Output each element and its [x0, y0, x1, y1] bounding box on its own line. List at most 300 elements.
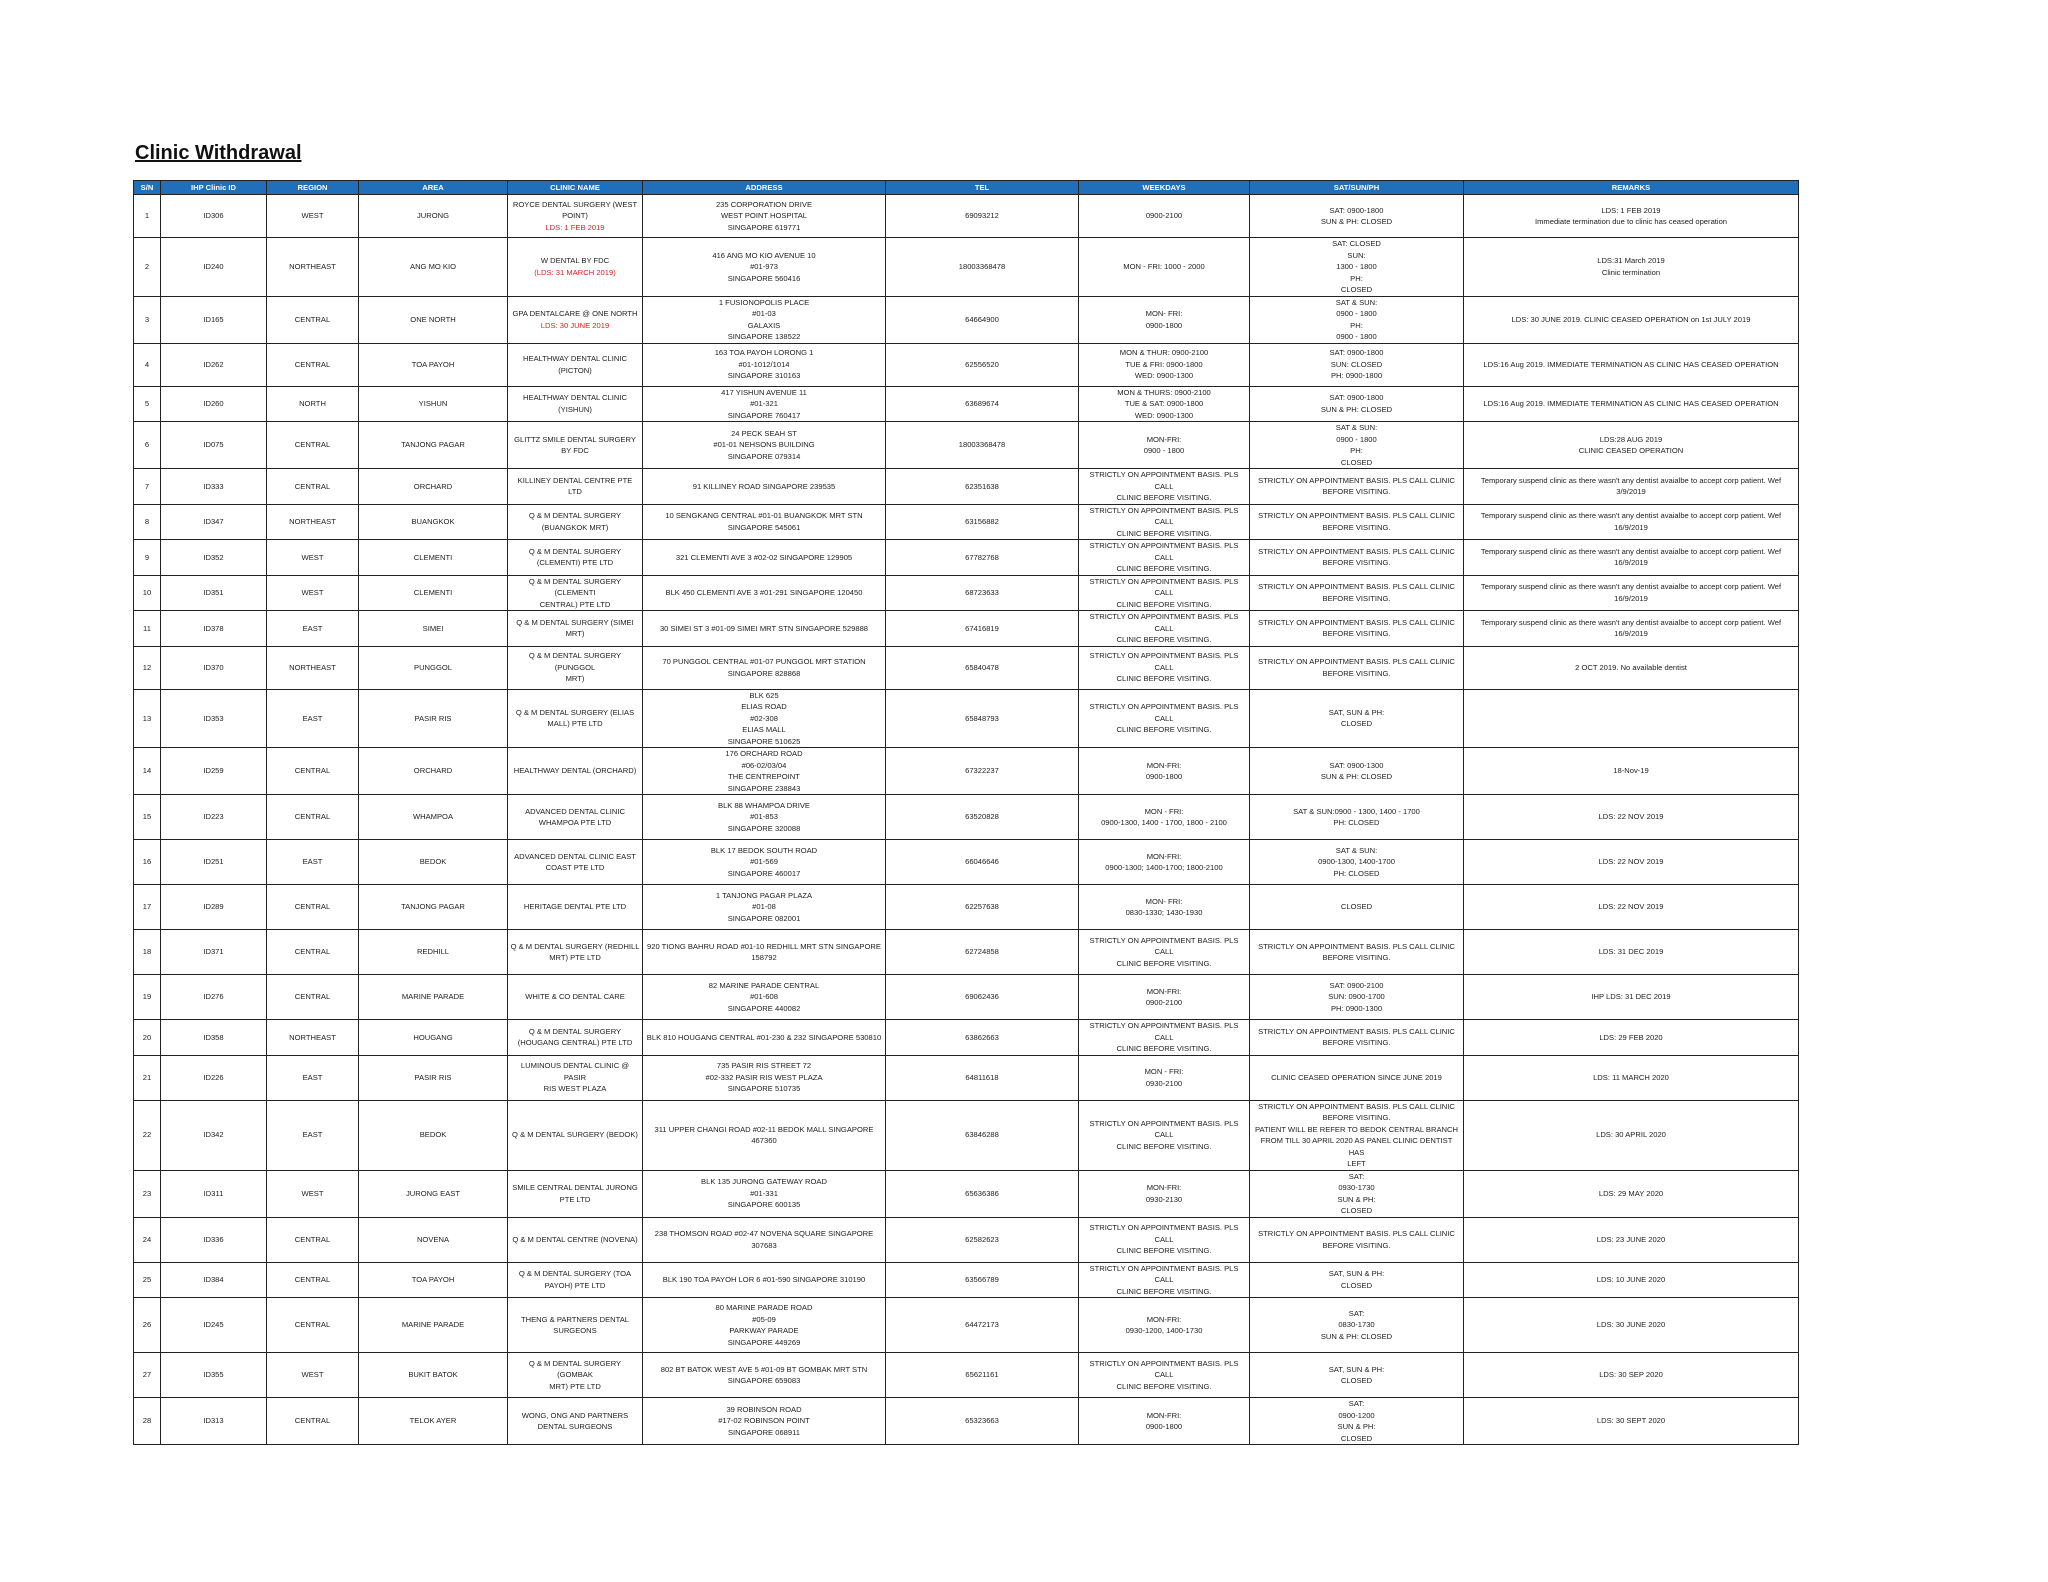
cell-tel-text: 64472173: [965, 1320, 999, 1330]
cell-weekend-text: CLINIC CEASED OPERATION SINCE JUNE 2019: [1271, 1072, 1442, 1082]
column-header: TEL: [886, 181, 1079, 195]
cell-address-text: 24 PECK SEAH ST #01-01 NEHSONS BUILDING SINGAPORE 079314: [713, 428, 815, 461]
cell-clinic-name-text: WHITE & CO DENTAL CARE: [525, 992, 625, 1002]
cell-remarks: [1464, 689, 1799, 748]
cell-remarks-text: LDS: 31 DEC 2019: [1598, 947, 1664, 957]
cell-sn-text: 11: [143, 623, 151, 633]
cell-address-text: BLK 17 BEDOK SOUTH ROAD #01-569 SINGAPORE 460017: [710, 845, 818, 878]
cell-sn: [134, 343, 161, 386]
cell-area: [359, 1353, 508, 1398]
cell-weekdays: [1079, 1055, 1250, 1100]
cell-tel-text: 68723633: [965, 588, 999, 597]
cell-sn-text: 2: [144, 262, 150, 271]
cell-region-text: CENTRAL: [294, 992, 331, 1002]
cell-weekdays-text: STRICTLY ON APPOINTMENT BASIS. PLS CALL CLINIC BEFORE VISITING.: [1089, 612, 1239, 644]
cell-address: [643, 238, 886, 297]
clinic-withdrawal-table: [133, 180, 1799, 1445]
cell-sn: [134, 575, 161, 611]
cell-sn: [134, 238, 161, 297]
cell-area: [359, 840, 508, 885]
cell-weekdays: [1079, 840, 1250, 885]
cell-area: [359, 885, 508, 930]
cell-area: [359, 296, 508, 343]
cell-tel-text: 62582623: [965, 1234, 999, 1244]
cell-weekdays-text: STRICTLY ON APPOINTMENT BASIS. PLS CALL CLINIC BEFORE VISITING.: [1089, 541, 1239, 573]
cell-sn-text: 1: [144, 211, 150, 221]
cell-area-text: REDHILL: [416, 947, 450, 957]
cell-tel-text: 67416819: [965, 623, 999, 633]
cell-address-text: 321 CLEMENTI AVE 3 #02-02 SINGAPORE 129905: [675, 552, 853, 562]
cell-address-text: 30 SIMEI ST 3 #01-09 SIMEI MRT STN SINGAPORE 529888: [659, 623, 869, 633]
cell-clinic-name-text: KILLINEY DENTAL CENTRE PTE LTD: [517, 475, 633, 497]
cell-remarks: [1464, 504, 1799, 540]
cell-area: [359, 748, 508, 795]
cell-sn-text: 24: [142, 1234, 152, 1244]
cell-clinic-name-text: HEALTHWAY DENTAL CLINIC (PICTON): [523, 354, 627, 375]
cell-tel-text: 69062436: [965, 992, 999, 1002]
cell-clinic-id: [161, 575, 267, 611]
cell-weekend-text: SAT: 0900-2100 SUN: 0900-1700 PH: 0900-1300: [1328, 980, 1385, 1013]
cell-tel-text: 62351638: [965, 481, 999, 491]
cell-remarks: [1464, 748, 1799, 795]
cell-remarks: [1464, 1353, 1799, 1398]
cell-remarks-text: LDS: 30 JUNE 2019. CLINIC CEASED OPERATION on 1st JULY 2019: [1511, 314, 1751, 324]
cell-weekdays-text: 0900-2100: [1145, 211, 1183, 221]
cell-weekdays-text: STRICTLY ON APPOINTMENT BASIS. PLS CALL CLINIC BEFORE VISITING.: [1089, 470, 1239, 502]
cell-weekend-text: SAT & SUN: 0900 - 1800 PH: CLOSED: [1335, 423, 1378, 467]
cell-sn: [134, 748, 161, 795]
cell-clinic-name: [508, 238, 643, 297]
cell-weekend: [1250, 1398, 1464, 1445]
cell-address-text: 1 FUSIONOPOLIS PLACE #01-03 GALAXIS SINGAPORE 138522: [718, 297, 810, 341]
cell-sn-text: 25: [142, 1275, 152, 1284]
cell-remarks-text: 2 OCT 2019. No available dentist: [1575, 662, 1687, 672]
cell-address-text: 920 TIONG BAHRU ROAD #01-10 REDHILL MRT STN SINGAPORE 158792: [647, 941, 881, 962]
cell-clinic-id: [161, 422, 267, 469]
cell-clinic-name: [508, 885, 643, 930]
column-header: SAT/SUN/PH: [1250, 181, 1464, 195]
cell-tel-text: 67322237: [965, 766, 999, 776]
cell-weekend: [1250, 238, 1464, 297]
cell-clinic-id-text: ID226: [203, 1072, 224, 1082]
table-row: [134, 504, 1799, 540]
cell-sn: [134, 885, 161, 930]
cell-tel-text: 62556520: [965, 359, 999, 369]
cell-tel-text: 18003368478: [958, 440, 1006, 450]
cell-clinic-name: [508, 611, 643, 647]
cell-weekend-text: SAT: 0900-1800 SUN & PH: CLOSED: [1320, 393, 1393, 414]
cell-tel: [886, 469, 1079, 505]
cell-clinic-id: [161, 840, 267, 885]
cell-sn: [134, 469, 161, 505]
cell-region-text: EAST: [302, 1072, 323, 1082]
cell-weekdays: [1079, 748, 1250, 795]
cell-address: [643, 575, 886, 611]
cell-clinic-id: [161, 1020, 267, 1056]
cell-sn: [134, 1170, 161, 1217]
cell-sn-text: 26: [142, 1320, 152, 1330]
cell-address-text: 70 PUNGGOL CENTRAL #01-07 PUNGGOL MRT STATION SINGAPORE 828868: [662, 657, 866, 678]
cell-clinic-id-text: ID352: [203, 552, 224, 562]
cell-weekend-text: SAT, SUN & PH: CLOSED: [1328, 1364, 1385, 1385]
cell-clinic-id-text: ID289: [203, 902, 224, 912]
cell-area-text: TOA PAYOH: [411, 1275, 455, 1284]
cell-region: [267, 540, 359, 576]
cell-clinic-id-text: ID384: [203, 1275, 224, 1284]
cell-clinic-name: [508, 1298, 643, 1353]
table-row: [134, 195, 1799, 238]
cell-region-text: WEST: [301, 211, 324, 221]
cell-tel: [886, 885, 1079, 930]
cell-clinic-id: [161, 1100, 267, 1170]
cell-clinic-id: [161, 386, 267, 422]
cell-address: [643, 1298, 886, 1353]
cell-area: [359, 540, 508, 576]
cell-weekdays: [1079, 885, 1250, 930]
cell-region-text: CENTRAL: [294, 481, 331, 491]
cell-sn-text: 8: [144, 517, 150, 526]
cell-remarks-text: Temporary suspend clinic as there wasn't any dentist avaialbe to accept corp patient. Wef 16/9/2019: [1480, 511, 1782, 532]
cell-area: [359, 504, 508, 540]
cell-tel-text: 64664900: [965, 314, 999, 324]
cell-area-text: PUNGGOL: [414, 662, 452, 672]
cell-sn-text: 6: [144, 440, 150, 450]
cell-region-text: CENTRAL: [294, 1275, 331, 1284]
cell-weekdays-text: STRICTLY ON APPOINTMENT BASIS. PLS CALL CLINIC BEFORE VISITING.: [1089, 1358, 1239, 1391]
cell-weekdays: [1079, 1170, 1250, 1217]
cell-region: [267, 1217, 359, 1262]
cell-remarks-text: IHP LDS: 31 DEC 2019: [1591, 992, 1671, 1002]
cell-remarks: [1464, 840, 1799, 885]
cell-area-text: TANJONG PAGAR: [401, 440, 465, 450]
cell-weekend-text: SAT: 0900-1800 SUN: CLOSED PH: 0900-1800: [1329, 348, 1384, 381]
cell-weekdays-text: MON-FRI: 0900-2100: [1145, 986, 1183, 1007]
cell-remarks: [1464, 1298, 1799, 1353]
cell-weekend-text: STRICTLY ON APPOINTMENT BASIS. PLS CALL CLINIC BEFORE VISITING.: [1258, 1026, 1455, 1048]
cell-sn-text: 4: [144, 359, 150, 369]
cell-weekend: [1250, 575, 1464, 611]
cell-area: [359, 1170, 508, 1217]
cell-weekend-text: SAT: 0900-1200 SUN & PH: CLOSED: [1337, 1399, 1376, 1443]
cell-area-text: CLEMENTI: [413, 552, 453, 562]
cell-clinic-name-text: GPA DENTALCARE @ ONE NORTH: [512, 309, 638, 318]
cell-sn-text: 17: [142, 902, 152, 912]
cell-tel: [886, 1100, 1079, 1170]
cell-region-text: CENTRAL: [294, 947, 331, 957]
cell-clinic-id: [161, 469, 267, 505]
table-row: [134, 343, 1799, 386]
cell-region-text: CENTRAL: [294, 314, 331, 324]
cell-remarks-text: LDS: 22 NOV 2019: [1598, 857, 1664, 867]
cell-clinic-id-text: ID370: [203, 662, 224, 672]
cell-area: [359, 1298, 508, 1353]
cell-address-text: 163 TOA PAYOH LORONG 1 #01-1012/1014 SINGAPORE 310163: [714, 348, 814, 381]
cell-remarks: [1464, 975, 1799, 1020]
cell-sn: [134, 1353, 161, 1398]
cell-region-text: WEST: [301, 1370, 324, 1380]
cell-area: [359, 975, 508, 1020]
cell-area: [359, 343, 508, 386]
cell-region: [267, 1020, 359, 1056]
cell-clinic-name: [508, 1170, 643, 1217]
cell-region-text: EAST: [302, 857, 323, 867]
cell-weekdays: [1079, 386, 1250, 422]
cell-remarks-text: LDS: 30 SEP 2020: [1599, 1370, 1663, 1380]
cell-region: [267, 504, 359, 540]
cell-tel-text: 63520828: [965, 812, 999, 822]
cell-remarks: [1464, 1217, 1799, 1262]
cell-clinic-name-text: WONG, ONG AND PARTNERS DENTAL SURGEONS: [521, 1410, 629, 1431]
cell-clinic-name-text: HEALTHWAY DENTAL CLINIC (YISHUN): [523, 393, 627, 414]
cell-clinic-id-text: ID358: [203, 1032, 224, 1042]
cell-remarks-text: LDS: 29 MAY 2020: [1598, 1188, 1664, 1198]
cell-area-text: HOUGANG: [413, 1032, 453, 1042]
cell-address-text: 39 ROBINSON ROAD #17-02 ROBINSON POINT SINGAPORE 068911: [718, 1404, 810, 1437]
cell-tel: [886, 611, 1079, 647]
cell-address-text: 416 ANG MO KIO AVENUE 10 #01-973 SINGAPORE 560416: [712, 250, 816, 283]
cell-address-text: 10 SENGKANG CENTRAL #01-01 BUANGKOK MRT STN SINGAPORE 545061: [665, 511, 863, 532]
cell-remarks-text: LDS: 23 JUNE 2020: [1596, 1234, 1666, 1244]
cell-area: [359, 1217, 508, 1262]
cell-weekdays: [1079, 689, 1250, 748]
cell-area: [359, 689, 508, 748]
column-header: IHP Clinic ID: [161, 181, 267, 195]
cell-remarks-text: LDS:16 Aug 2019. IMMEDIATE TERMINATION AS CLINIC HAS CEASED OPERATION: [1483, 359, 1779, 369]
cell-area-text: ONE NORTH: [410, 314, 456, 324]
cell-clinic-id: [161, 689, 267, 748]
table-row: [134, 748, 1799, 795]
table-row: [134, 840, 1799, 885]
cell-region-text: CENTRAL: [294, 812, 331, 822]
cell-clinic-name: [508, 1020, 643, 1056]
cell-address: [643, 611, 886, 647]
cell-sn: [134, 296, 161, 343]
cell-address: [643, 1055, 886, 1100]
cell-remarks: [1464, 469, 1799, 505]
cell-clinic-name-text: Q & M DENTAL SURGERY (SIMEI MRT): [516, 617, 634, 639]
cell-tel: [886, 840, 1079, 885]
cell-address: [643, 422, 886, 469]
cell-clinic-id-text: ID262: [203, 359, 224, 369]
cell-remarks-text: Temporary suspend clinic as there wasn't any dentist avaialbe to accept corp patient. Wef 16/9/2019: [1480, 582, 1782, 603]
cell-tel-text: 18003368478: [958, 262, 1006, 271]
cell-tel: [886, 540, 1079, 576]
cell-sn-text: 12: [142, 662, 152, 672]
cell-clinic-id-text: ID311: [203, 1188, 224, 1198]
cell-remarks: [1464, 540, 1799, 576]
cell-region-text: NORTHEAST: [289, 1032, 336, 1042]
cell-weekdays: [1079, 646, 1250, 689]
cell-region: [267, 885, 359, 930]
cell-clinic-id-text: ID355: [203, 1370, 224, 1380]
cell-area-text: MARINE PARADE: [401, 1320, 465, 1330]
cell-address: [643, 469, 886, 505]
cell-sn-text: 27: [142, 1370, 152, 1380]
cell-tel: [886, 1217, 1079, 1262]
cell-region: [267, 1262, 359, 1298]
cell-weekend: [1250, 646, 1464, 689]
cell-weekend: [1250, 422, 1464, 469]
cell-sn: [134, 1398, 161, 1445]
cell-clinic-id-text: ID165: [203, 314, 224, 324]
cell-area-text: JURONG: [416, 211, 450, 221]
cell-area: [359, 1262, 508, 1298]
cell-weekdays-text: MON - FRI: 1000 - 2000: [1123, 262, 1205, 271]
cell-region: [267, 1398, 359, 1445]
cell-clinic-name-text: ADVANCED DENTAL CLINIC EAST COAST PTE LTD: [514, 851, 636, 872]
cell-address: [643, 195, 886, 238]
table-row: [134, 1298, 1799, 1353]
cell-region: [267, 840, 359, 885]
cell-address-text: BLK 810 HOUGANG CENTRAL #01-230 & 232 SINGAPORE 530810: [646, 1032, 882, 1042]
cell-clinic-id: [161, 343, 267, 386]
cell-weekend: [1250, 930, 1464, 975]
cell-sn-text: 16: [142, 857, 152, 867]
column-header: S/N: [134, 181, 161, 195]
cell-remarks-text: LDS: 30 APRIL 2020: [1596, 1130, 1666, 1140]
cell-sn: [134, 795, 161, 840]
cell-region-text: CENTRAL: [294, 359, 331, 369]
cell-clinic-id: [161, 504, 267, 540]
cell-region: [267, 1353, 359, 1398]
cell-clinic-name-text: SMILE CENTRAL DENTAL JURONG PTE LTD: [512, 1183, 638, 1204]
cell-area: [359, 1100, 508, 1170]
cell-clinic-id-text: ID251: [203, 857, 224, 867]
cell-remarks: [1464, 1055, 1799, 1100]
cell-address-text: 802 BT BATOK WEST AVE 5 #01-09 BT GOMBAK MRT STN SINGAPORE 659083: [660, 1364, 868, 1385]
cell-clinic-name: [508, 795, 643, 840]
cell-region-text: CENTRAL: [294, 1320, 331, 1330]
cell-address: [643, 1217, 886, 1262]
cell-remarks-text: LDS: 22 NOV 2019: [1598, 812, 1664, 822]
cell-clinic-id: [161, 1353, 267, 1398]
cell-clinic-name: [508, 1055, 643, 1100]
cell-remarks-text: Temporary suspend clinic as there wasn't any dentist avaialbe to accept corp patient. Wef 3/9/2019: [1480, 475, 1782, 497]
cell-region-text: CENTRAL: [294, 1234, 331, 1244]
cell-region: [267, 975, 359, 1020]
table-row: [134, 540, 1799, 576]
column-header: REGION: [267, 181, 359, 195]
cell-remarks: [1464, 885, 1799, 930]
cell-weekend: [1250, 1170, 1464, 1217]
cell-remarks: [1464, 1262, 1799, 1298]
cell-remarks: [1464, 1170, 1799, 1217]
cell-address-text: BLK 88 WHAMPOA DRIVE #01-853 SINGAPORE 320088: [718, 800, 810, 833]
cell-remarks: [1464, 575, 1799, 611]
cell-clinic-id: [161, 611, 267, 647]
cell-sn: [134, 1298, 161, 1353]
cell-area: [359, 238, 508, 297]
table-row: [134, 689, 1799, 748]
cell-weekend-text: CLOSED: [1340, 902, 1373, 912]
table-row: [134, 575, 1799, 611]
cell-region-text: CENTRAL: [294, 902, 331, 912]
cell-remarks-text: LDS:31 March 2019 Clinic termination: [1597, 256, 1665, 277]
cell-area-text: WHAMPOA: [412, 812, 454, 822]
cell-clinic-name-text: Q & M DENTAL SURGERY (ELIAS MALL) PTE LTD: [515, 707, 635, 729]
cell-area: [359, 795, 508, 840]
cell-clinic-id: [161, 296, 267, 343]
cell-sn-text: 13: [142, 713, 152, 723]
cell-region-text: EAST: [302, 623, 323, 633]
cell-weekend: [1250, 540, 1464, 576]
cell-clinic-name: [508, 646, 643, 689]
table-row: [134, 422, 1799, 469]
cell-remarks: [1464, 1398, 1799, 1445]
cell-weekdays-text: STRICTLY ON APPOINTMENT BASIS. PLS CALL CLINIC BEFORE VISITING.: [1089, 702, 1239, 734]
cell-weekend-text: SAT, SUN & PH: CLOSED: [1328, 1269, 1385, 1290]
cell-weekdays-text: MON & THUR: 0900-2100 TUE & FRI: 0900-1800 WED: 0900-1300: [1119, 348, 1209, 381]
table-row: [134, 1353, 1799, 1398]
cell-remarks: [1464, 195, 1799, 238]
cell-tel-text: 66046646: [965, 857, 999, 867]
header-row: [134, 181, 1799, 195]
cell-area: [359, 195, 508, 238]
cell-sn: [134, 689, 161, 748]
cell-weekdays-text: MON-FRI: 0900-1800: [1145, 1410, 1183, 1431]
cell-clinic-name-text: GLITTZ SMILE DENTAL SURGERY BY FDC: [514, 434, 636, 455]
cell-tel: [886, 1055, 1079, 1100]
cell-sn-text: 19: [142, 992, 152, 1002]
cell-clinic-id: [161, 885, 267, 930]
cell-weekend-text: SAT: 0930-1730 SUN & PH: CLOSED: [1337, 1171, 1376, 1215]
cell-area: [359, 646, 508, 689]
cell-area: [359, 469, 508, 505]
cell-clinic-id-text: ID313: [203, 1416, 224, 1426]
cell-sn-text: 9: [144, 552, 150, 562]
cell-weekend-text: STRICTLY ON APPOINTMENT BASIS. PLS CALL CLINIC BEFORE VISITING.: [1258, 582, 1455, 603]
cell-area: [359, 930, 508, 975]
cell-clinic-name-text: LUMINOUS DENTAL CLINIC @ PASIR RIS WEST PLAZA: [520, 1061, 630, 1094]
cell-tel-text: 64811618: [965, 1072, 999, 1082]
cell-area-text: CLEMENTI: [413, 588, 453, 597]
cell-clinic-name: [508, 540, 643, 576]
cell-remarks-text: LDS:28 AUG 2019 CLINIC CEASED OPERATION: [1578, 434, 1684, 455]
column-header: WEEKDAYS: [1079, 181, 1250, 195]
cell-weekend: [1250, 748, 1464, 795]
cell-address: [643, 504, 886, 540]
cell-weekdays: [1079, 795, 1250, 840]
cell-area: [359, 611, 508, 647]
cell-clinic-name: [508, 840, 643, 885]
cell-weekend: [1250, 795, 1464, 840]
cell-weekdays-text: MON- FRI: 0900-1800: [1145, 309, 1183, 330]
cell-remarks-text: 18-Nov-19: [1613, 766, 1649, 776]
cell-remarks: [1464, 1020, 1799, 1056]
cell-remarks: [1464, 930, 1799, 975]
cell-clinic-name-text: Q & M DENTAL SURGERY (BEDOK): [512, 1130, 638, 1140]
cell-clinic-id-text: ID336: [203, 1234, 224, 1244]
cell-area-text: BUANGKOK: [411, 517, 455, 526]
cell-weekdays-text: STRICTLY ON APPOINTMENT BASIS. PLS CALL CLINIC BEFORE VISITING.: [1089, 1223, 1239, 1256]
cell-sn: [134, 840, 161, 885]
cell-weekdays: [1079, 1217, 1250, 1262]
cell-tel-text: 69093212: [965, 211, 999, 221]
cell-tel: [886, 1353, 1079, 1398]
cell-clinic-id: [161, 1217, 267, 1262]
cell-weekdays: [1079, 1298, 1250, 1353]
cell-tel: [886, 748, 1079, 795]
cell-clinic-name: [508, 195, 643, 238]
cell-address: [643, 386, 886, 422]
cell-address: [643, 795, 886, 840]
cell-weekend: [1250, 840, 1464, 885]
cell-clinic-id: [161, 975, 267, 1020]
cell-area: [359, 422, 508, 469]
cell-weekdays: [1079, 1262, 1250, 1298]
cell-sn: [134, 1217, 161, 1262]
cell-sn-text: 7: [144, 481, 150, 491]
